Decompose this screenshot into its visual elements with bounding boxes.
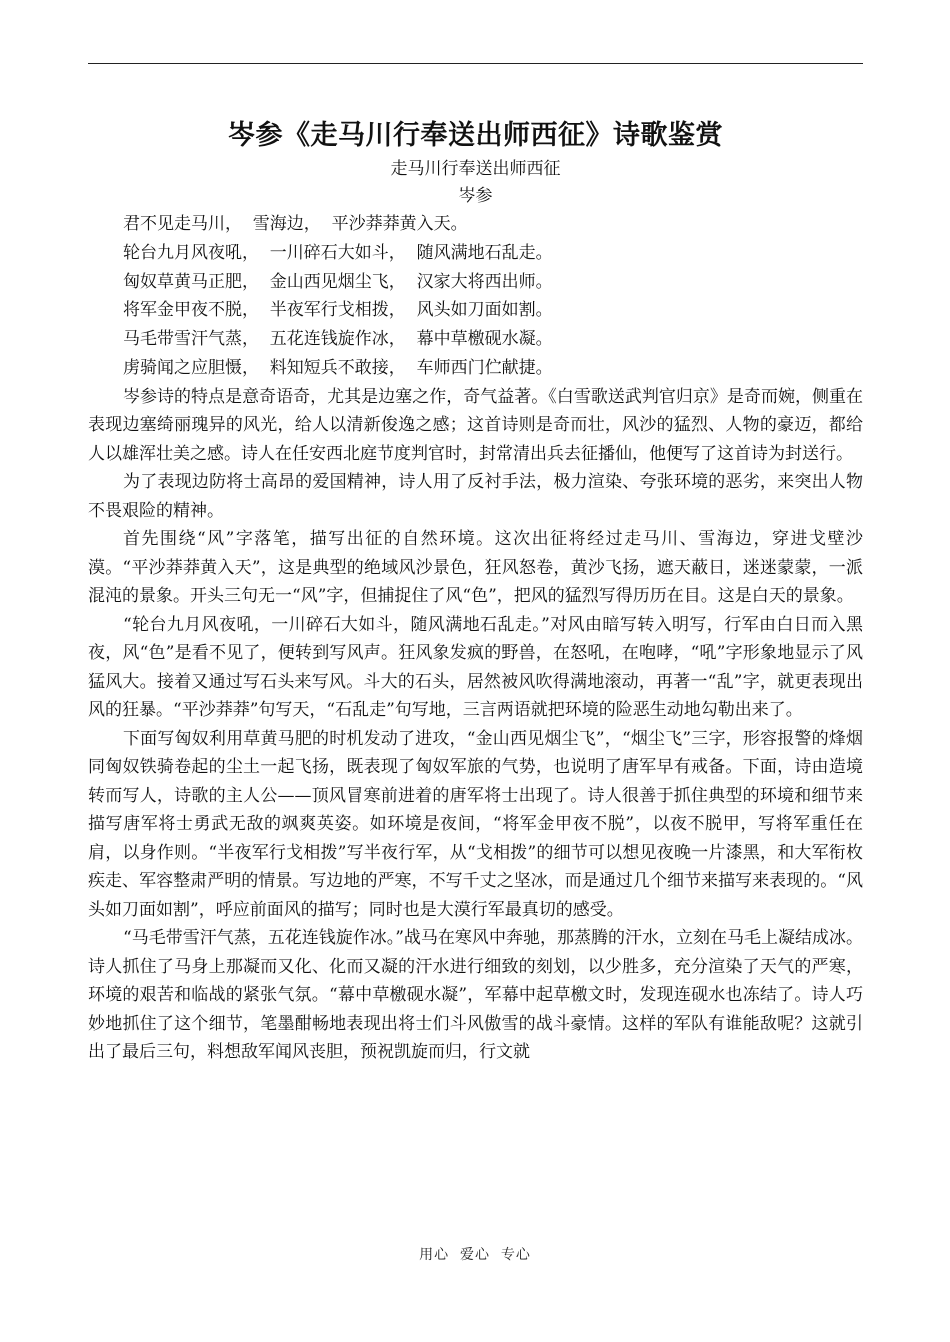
- poem-line: 轮台九月风夜吼， 一川碎石大如斗， 随风满地石乱走。: [123, 242, 553, 263]
- poem-text: [88, 210, 863, 383]
- poem-line: 君不见走马川， 雪海边， 平沙莽莽黄入天。: [123, 214, 468, 234]
- poem-title: 走马川行奉送出师西征: [390, 159, 561, 179]
- header-rule: [88, 63, 863, 64]
- poem-line: 马毛带雪汗气蒸， 五花连钱旋作冰， 幕中草檄砚水凝。: [123, 329, 553, 350]
- body-paragraph: 下面写匈奴利用草黄马肥的时机发动了进攻，“金山西见烟尘飞”，“烟尘飞”三字，形容报警的烽烟同匈奴铁骑卷起的尘土一起飞扬，既表现了匈奴军旅的气势，也说明了唐军早有戒备。下面，诗由造境转而写人，诗歌的主人公——顶风冒寒前进着的唐军将士出现了。诗人很善于抓住典型的环境和细节来描写唐军将士勇武无敌的飒爽英姿。如环境是夜间，“将军金甲夜不脱”，以夜不脱甲，写将军重任在肩，以身作则。“半夜军行戈相拨”写半夜行军，从“戈相拨”的细节可以想见夜晚一片漆黑，和大军衔枚疾走、军容整肃严明的情景。写边地的严寒，不写千丈之坚冰，而是通过几个细节来描写来表现的。“风头如刀面如割”，呼应前面风的描写；同时也是大漠行军最真切的感受。: [88, 728, 863, 920]
- poem-line: 将军金甲夜不脱， 半夜军行戈相拨， 风头如刀面如割。: [123, 300, 553, 321]
- poem-author: 岑参: [458, 186, 493, 206]
- document-body: [88, 116, 863, 1067]
- page-title: 岑参《走马川行奉送出师西征》诗歌鉴赏: [228, 120, 723, 151]
- poem-line: 匈奴草黄马正肥， 金山西见烟尘飞， 汉家大将西出师。: [123, 271, 553, 292]
- body-paragraph: 为了表现边防将士高昂的爱国精神，诗人用了反衬手法，极力渲染、夸张环境的恶劣，来突出人物不畏艰险的精神。: [88, 472, 863, 521]
- body-paragraph: “马毛带雪汗气蒸，五花连钱旋作冰。”战马在寒风中奔驰，那蒸腾的汗水，立刻在马毛上凝结成冰。诗人抓住了马身上那凝而又化、化而又凝的汗水进行细致的刻划，以少胜多，充分渲染了天气的严寒，环境的艰苦和临战的紧张气氛。“幕中草檄砚水凝”，军幕中起草檄文时，发现连砚水也冻结了。诗人巧妙地抓住了这个细节，笔墨酣畅地表现出将士们斗风傲雪的战斗豪情。这样的军队有谁能敌呢？这就引出了最后三句，料想敌军闻风丧胆，预祝凯旋而归，行文就: [88, 928, 863, 1063]
- page-footer: 用心 爱心 专心: [419, 1247, 531, 1263]
- body-paragraph: “轮台九月风夜吼，一川碎石大如斗，随风满地石乱走。”对风由暗写转入明写，行军由白日而入黑夜，风“色”是看不见了，便转到写风声。狂风象发疯的野兽，在怒吼，在咆哮，“吼”字形象地显示了风猛风大。接着又通过写石头来写风。斗大的石头，居然被风吹得满地滚动，再著一“乱”字，就更表现出风的狂暴。“平沙莽莽”句写天，“石乱走”句写地，三言两语就把环境的险恶生动地勾勒出来了。: [88, 614, 863, 721]
- body-paragraph: 首先围绕“风”字落笔，描写出征的自然环境。这次出征将经过走马川、雪海边，穿进戈壁沙漠。“平沙莽莽黄入天”，这是典型的绝域风沙景色，狂风怒卷，黄沙飞扬，遮天蔽日，迷迷蒙蒙，一派混沌的景象。开头三句无一“风”字，但捕捉住了风“色”，把风的猛烈写得历历在目。这是白天的景象。: [88, 529, 863, 607]
- poem-line: 虏骑闻之应胆慑， 料知短兵不敢接， 车师西门伫献捷。: [123, 357, 553, 378]
- body-paragraph: 岑参诗的特点是意奇语奇，尤其是边塞之作，奇气益著。《白雪歌送武判官归京》是奇而婉，侧重在表现边塞绮丽瑰异的风光，给人以清新俊逸之感；这首诗则是奇而壮，风沙的猛烈、人物的豪迈，都给人以雄浑壮美之感。诗人在任安西北庭节度判官时，封常清出兵去征播仙，他便写了这首诗为封送行。: [88, 386, 863, 464]
